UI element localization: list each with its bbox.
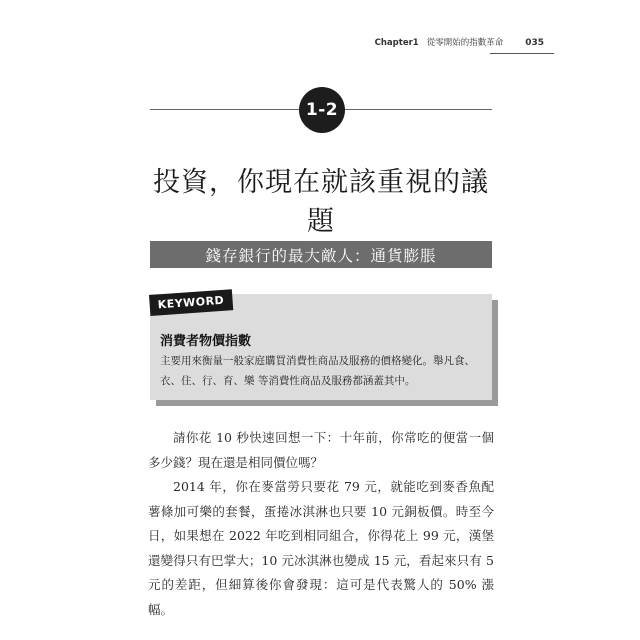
keyword-tag: KEYWORD bbox=[149, 289, 233, 316]
paragraph: 請你花 10 秒快速回想一下：十年前，你常吃的便當一個多少錢？現在還是相同價位嗎？ bbox=[148, 430, 494, 470]
section-number-badge: 1-2 bbox=[299, 87, 345, 133]
section-title: 投資，你現在就該重視的議題 bbox=[153, 167, 489, 237]
page-number: 035 bbox=[525, 38, 544, 48]
body-text bbox=[148, 426, 494, 622]
header-rule bbox=[490, 53, 554, 54]
chapter-title: 從零開始的指數革命 bbox=[426, 38, 504, 48]
chapter-label: Chapter1 bbox=[374, 38, 419, 48]
running-header bbox=[375, 36, 544, 48]
keyword-definition: 主要用來衡量一般家庭購買消費性商品及服務的價格變化。舉凡食、衣、住、行、育、樂 等消費性商品及服務都涵蓋其中。 bbox=[160, 355, 475, 387]
keyword-term: 消費者物價指數 bbox=[160, 334, 252, 349]
paragraph: 2014 年，你在麥當勞只要花 79 元，就能吃到麥香魚配薯條加可樂的套餐，蛋捲冰淇淋也只要 10 元銅板價。時至今日，如果想在 2022 年吃到相同組合，你得花上 99 元，漢堡還變得只有巴掌大；10 元冰淇淋也變成 15 元，看起來只有 5 元的差距，但細算後你會發現：這可是代表驚人的 50% 漲幅。 bbox=[148, 479, 494, 617]
subsection-banner: 錢存銀行的最大敵人：通貨膨脹 bbox=[150, 241, 492, 268]
